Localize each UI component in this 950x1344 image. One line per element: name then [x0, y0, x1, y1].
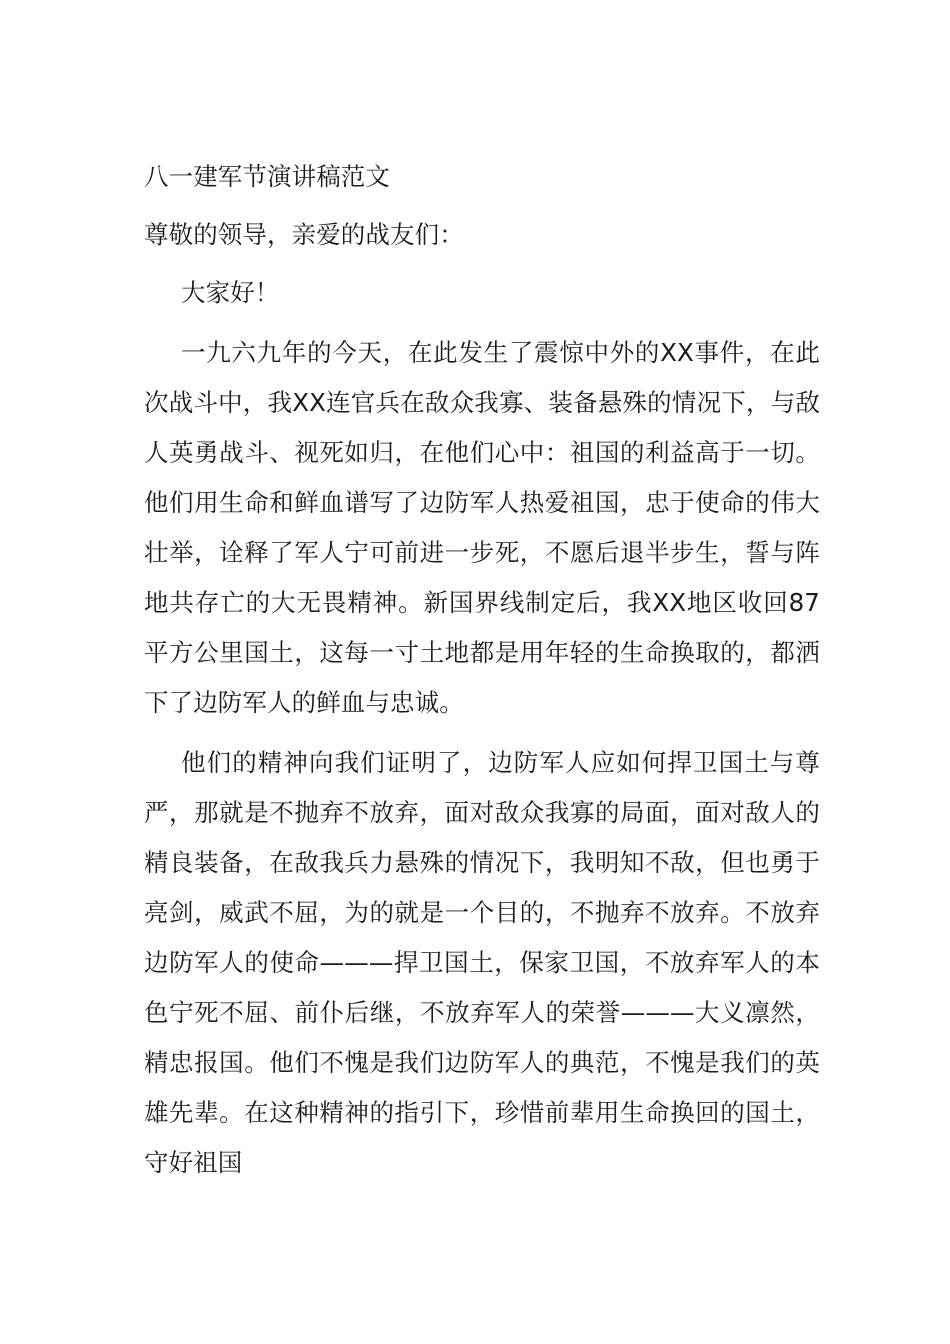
paragraph-event: 一九六九年的今天，在此发生了震惊中外的XX事件，在此次战斗中，我XX连官兵在敌众我寡、装备悬殊的情况下，与敌人英勇战斗、视死如归，在他们心中：祖国的利益高于一切。他们用生命和鲜血谱写了边防军人热爱祖国，忠于使命的伟大壮举，诠释了军人宁可前进一步死，不愿后退半步生，誓与阵地共存亡的大无畏精神。新国界线制定后，我XX地区收回87平方公里国土，这每一寸土地都是用年轻的生命换取的，都洒下了边防军人的鲜血与忠诚。 [144, 338, 820, 717]
paragraph-spirit: 他们的精神向我们证明了，边防军人应如何捍卫国土与尊严，那就是不抛弃不放弃，面对敌众我寡的局面，面对敌人的精良装备，在敌我兵力悬殊的情况下，我明知不敌，但也勇于亮剑，威武不屈，为的就是一个目的，不抛弃不放弃。不放弃边防军人的使命———捍卫国土，保家卫国，不放弃军人的本色宁死不屈、前仆后继，不放弃军人的荣誉———大义凛然，精忠报国。他们不愧是我们边防军人的典范，不愧是我们的英雄先辈。在这种精神的指引下，珍惜前辈用生命换回的国土，守好祖国 [144, 748, 820, 1177]
salutation: 尊敬的领导，亲爱的战友们： [144, 220, 464, 249]
paragraph-greeting: 大家好！ [181, 278, 280, 307]
document-title: 八一建军节演讲稿范文 [144, 162, 390, 191]
document-body [144, 152, 820, 1188]
